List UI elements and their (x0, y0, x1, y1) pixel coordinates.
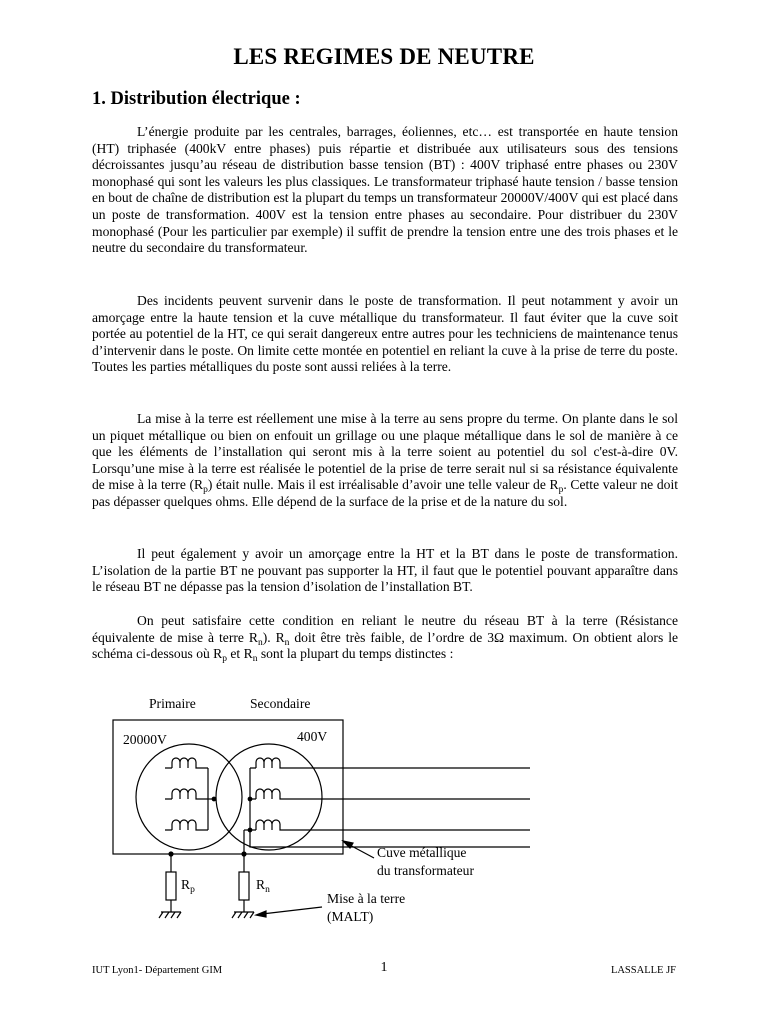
subscript-n: n (252, 654, 258, 665)
subscript-p: p (558, 485, 564, 496)
paragraph-3-text-b: ) était nulle. Mais il est irréalisable d’avoir une telle valeur de R (207, 477, 559, 493)
label-malt-1: Mise à la terre (327, 891, 406, 906)
label-cuve-1: Cuve métallique (377, 845, 467, 860)
subscript-p: p (203, 485, 208, 496)
primary-coils (165, 758, 216, 830)
output-lines (250, 768, 530, 847)
secondary-winding-circle (216, 744, 322, 850)
paragraph-3-text-c: . Cette valeur ne doit pas dépasser quelques ohms. Elle dépend de la surface de la prise et de la nature du sol. (92, 477, 679, 509)
footer-left: IUT Lyon1- Département GIM (92, 965, 223, 976)
paragraph-5-text-d: et R (227, 646, 253, 662)
document-title: LES REGIMES DE NEUTRE (233, 44, 535, 69)
label-secondaire: Secondaire (250, 696, 311, 711)
paragraph-5-text-c: doit être très faible, de l’ordre de 3Ω maximum. On obtient alors le schéma ci-dessous où R (92, 629, 679, 662)
label-20000v: 20000V (123, 732, 167, 747)
malt-arrow (256, 907, 322, 917)
paragraph-2: Des incidents peuvent survenir dans le poste de transformation. Il peut notamment y avoir un amorçage entre la haute tension et la cuve métallique du transformateur. Il faut éviter que la cuve soit portée au potentiel de la HT, ce qui serait dangereux entre autres pour les techniciens de maintenance tenus d’intervenir dans le poste. On limite cette montée en potentiel en reliant la cuve à la prise de terre du poste. Toutes les parties métalliques du poste sont aussi reliées à la terre. (92, 293, 678, 375)
cuve-arrow (343, 841, 374, 858)
subscript-p: p (222, 654, 227, 665)
page-number: 1 (380, 960, 388, 975)
paragraph-5-text-a: On peut satisfaire cette condition en reliant le neutre du réseau BT à la terre (Résistance équivalente de mise à terre R (92, 613, 678, 645)
transformer-neutral-diagram (0, 690, 768, 935)
paragraph-3 (92, 411, 678, 511)
paragraph-5 (92, 613, 678, 663)
label-rp: $R_p$ (181, 877, 195, 895)
label-rn: $R_n$ (256, 877, 270, 895)
paragraph-4: Il peut également y avoir un amorçage entre la HT et la BT dans le poste de transformation. L’isolation de la partie BT ne pouvant pas supporter la HT, il faut que le potentiel pouvant apparaître dans le réseau BT ne dépasse pas la tension d’isolation de l’installation BT. (92, 546, 678, 595)
label-cuve-2: du transformateur (377, 863, 475, 878)
label-400v: 400V (297, 729, 328, 744)
rp-branch (159, 852, 181, 918)
section-heading: 1. Distribution électrique : (92, 89, 301, 109)
subscript-n: n (284, 637, 290, 648)
paragraph-5-text-b: ). R (262, 629, 285, 645)
secondary-coils (248, 758, 288, 832)
label-malt-2: (MALT) (327, 909, 374, 924)
subscript-n: n (257, 637, 263, 648)
paragraph-5-text-e: sont la plupart du temps distinctes : (257, 646, 454, 662)
label-primaire: Primaire (149, 696, 196, 711)
footer-right: LASSALLE JF (610, 965, 676, 976)
paragraph-1: L’énergie produite par les centrales, barrages, éoliennes, etc… est transportée en haute tension (HT) triphasée (400kV entre phases) puis répartie et distribuée aux utilisateurs sous des tensions décroissantes jusqu’au réseau de distribution basse tension (BT) : 400V triphasé entre phases ou 230V monophasé qui sont les valeurs les plus classiques. Le transformateur triphasé haute tension / basse tension en bout de chaîne de distribution est la plupart du temps un transformateur 20000V/400V qui est placé dans un poste de transformation. 400V est la tension entre phases au secondaire. Pour distribuer du 230V monophasé (Pour les particulier par exemple) il suffit de prendre la tension entre une des trois phases et le neutre du secondaire du transformateur. (92, 124, 678, 256)
paragraph-3-text-a: La mise à la terre est réellement une mise à la terre au sens propre du terme. On plante dans le sol un piquet métallique ou bien on enfouit un grillage ou une plaque métallique dans le sol de manière à ce que les éléments de l’installation qui seront mis à la terre soient au potentiel du sol c'est-à-dire 0V. Lorsqu’une mise à la terre est réalisée le potentiel de la prise de terre serait nul si sa résistance équivalente de mise à la terre (R (92, 411, 678, 493)
